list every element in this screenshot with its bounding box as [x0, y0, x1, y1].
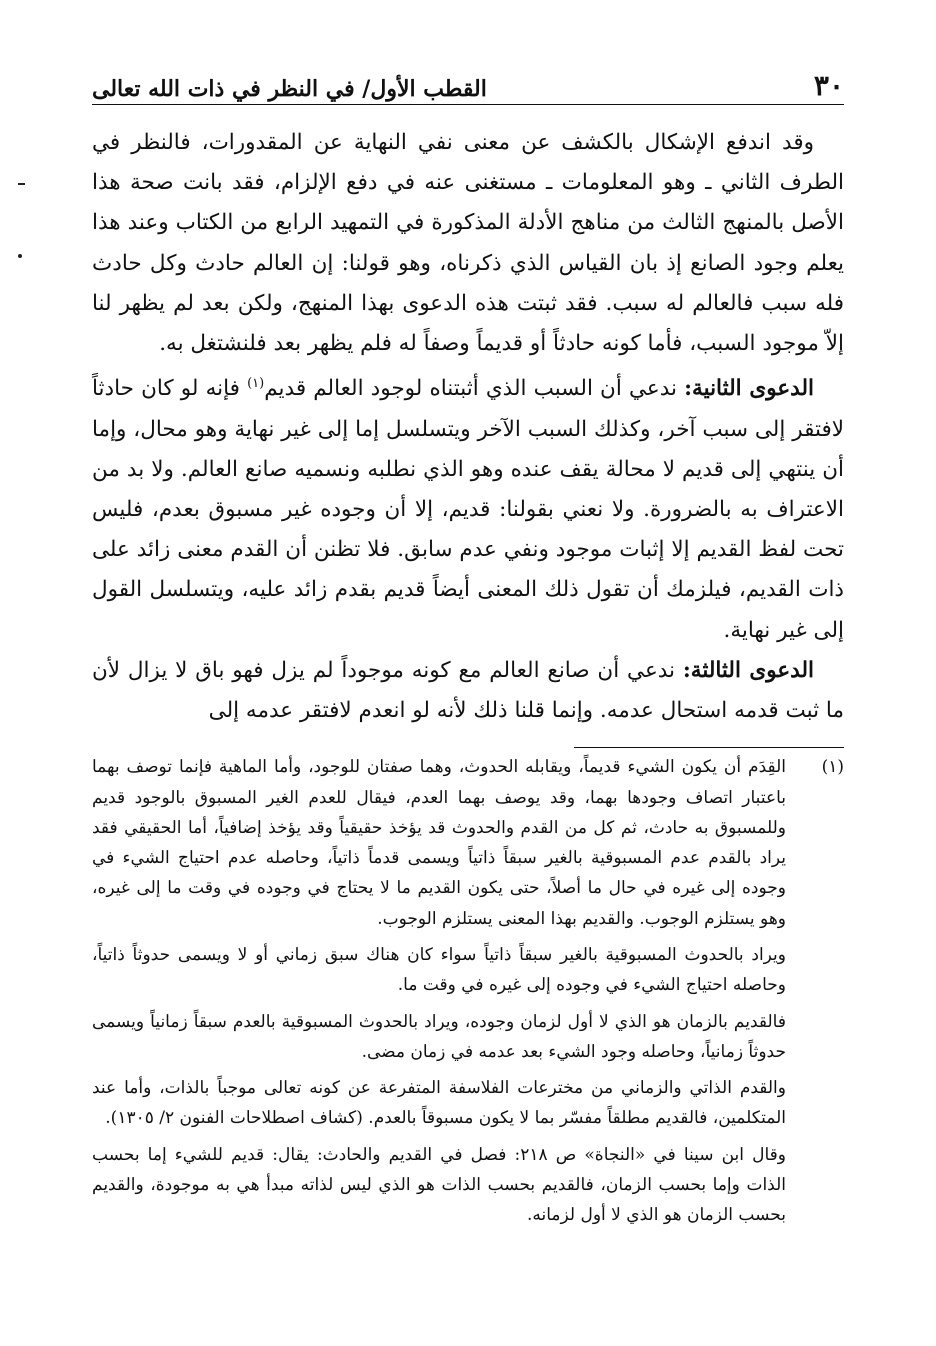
paragraph-text: ندعي أن صانع العالم مع كونه موجوداً لم يزل فهو باق لا يزال لأن ما ثبت قدمه استحال عدمه. وإنما قلنا ذلك لأنه لو انعدم لافتقر عدمه إلى: [92, 657, 844, 723]
footnote-text: ويراد بالحدوث المسبوقية بالغير سبقاً ذاتياً سواء كان هناك سبق زماني أو لا ويسمى حدوثاً ذاتياً، وحاصله احتياج الشيء في وجوده إلى غيره في وقت ما.: [92, 944, 786, 996]
page-number: ٣٠: [813, 69, 844, 102]
footnote-separator: [574, 747, 844, 748]
paragraph-text: ندعي أن السبب الذي أثبتناه لوجود العالم قديم: [264, 376, 685, 402]
footnote-text: فالقديم بالزمان هو الذي لا أول لزمان وجوده، ويراد بالحدوث المسبوقية بالعدم سبقاً زمانياً ويسمى حدوثاً زمانياً، وحاصله وجود الشيء بعد عدمه في زمان مضى.: [92, 1011, 786, 1062]
running-header: [92, 60, 844, 105]
footnotes: [92, 752, 844, 1230]
running-title: القطب الأول/ في النظر في ذات الله تعالى: [92, 76, 487, 102]
margin-mark: [18, 183, 25, 185]
footnote-marker: (١): [821, 757, 844, 778]
footnote-paragraph: [92, 1140, 844, 1231]
claim-label: الدعوى الثالثة:: [682, 657, 814, 683]
paragraph: [92, 364, 844, 651]
paragraph: [92, 123, 844, 364]
paragraph-text: وقد اندفع الإشكال بالكشف عن معنى نفي النهاية عن المقدورات، فالنظر في الطرف الثاني ـ وهو المعلومات ـ مستغنى عنه في دفع الإلزام، فقد بانت صحة هذا الأصل بالمنهج الثالث من مناهج الأدلة المذكورة في التمهيد الرابع من الكتاب وعند هذا يعلم وجود الصانع إذ بان القياس الذي ذكرناه، وهو قولنا: إن العالم حادث وكل حادث فله سبب فالعالم له سبب. فقد ثبتت هذه الدعوى بهذا المنهج، ولكن بعد لم يظهر لنا إلاّ موجود السبب، فأما كونه حادثاً أو قديماً وصفاً له فلم يظهر بعد فلنشتغل به.: [92, 130, 844, 357]
page-content: [92, 60, 844, 1231]
footnote-paragraph: [92, 1007, 844, 1068]
main-text: [92, 123, 844, 731]
footnote-text: والقدم الذاتي والزماني من مخترعات الفلاسفة المتفرعة عن كونه تعالى موجباً بالذات، وأما عند المتكلمين، فالقديم مطلقاً مفسّر بما لا يكون مسبوقاً بالعدم. (كشاف اصطلاحات الفنون ٢/ ١٣٠٥).: [92, 1078, 786, 1129]
footnote: [92, 752, 844, 934]
footnote-text: وقال ابن سينا في «النجاة» ص ٢١٨: فصل في القديم والحادث: يقال: قديم للشيء إما بحسب الذات وإما بحسب الزمان، فالقديم بحسب الذات هو الذي ليس لذاته مبدأ هي به موجودة، والقديم بحسب الزمان هو الذي لا أول لزمانه.: [92, 1144, 786, 1226]
margin-mark: [18, 254, 22, 258]
paragraph: [92, 651, 844, 731]
footnote-text: القِدَم أن يكون الشيء قديماً، ويقابله الحدوث، وهما صفتان للوجود، وأما الماهية فإنما توصف بهما باعتبار اتصاف وجودها بهما، وقد يوصف بهما العدم، فيقال للعدم الغير المسبوق بالوجود قديم وللمسبوق به حادث، ثم كل من القدم والحدوث قد يؤخذ حقيقياً وقد يؤخذ إضافياً، أما الحقيقي فقد يراد بالقدم عدم المسبوقية بالغير سبقاً ذاتياً ويسمى قدماً ذاتياً، وحاصله عدم احتياج الشيء في وجوده إلى غيره في حال ما أصلاً، حتى يكون القديم ما لا يحتاج في وجوده في وقت ما إلى غيره، وهو يستلزم الوجوب. والقديم بهذا المعنى يستلزم الوجوب.: [92, 757, 786, 929]
claim-label: الدعوى الثانية:: [684, 376, 814, 402]
footnote-paragraph: [92, 940, 844, 1001]
footnote-paragraph: [92, 1073, 844, 1134]
paragraph-text: فإنه لو كان حادثاً لافتقر إلى سبب آخر، وكذلك السبب الآخر ويتسلسل إما إلى غير نهاية وهو محال، وإما أن ينتهي إلى قديم لا محالة يقف عنده وهو الذي نطلبه ونسميه صانع العالم. ولا بد من الاعتراف به بالضرورة. ولا نعني بقولنا: قديم، إلا أن وجوده غير مسبوق بعدم، فليس تحت لفظ القديم إلا إثبات موجود ونفي عدم سابق. فلا تظنن أن القدم معنى زائد على ذات القديم، فيلزمك أن تقول ذلك المعنى أيضاً قديم بقدم زائد عليه، ويتسلسل القول إلى غير نهاية.: [92, 376, 844, 643]
footnote-reference[interactable]: (١): [247, 376, 265, 392]
